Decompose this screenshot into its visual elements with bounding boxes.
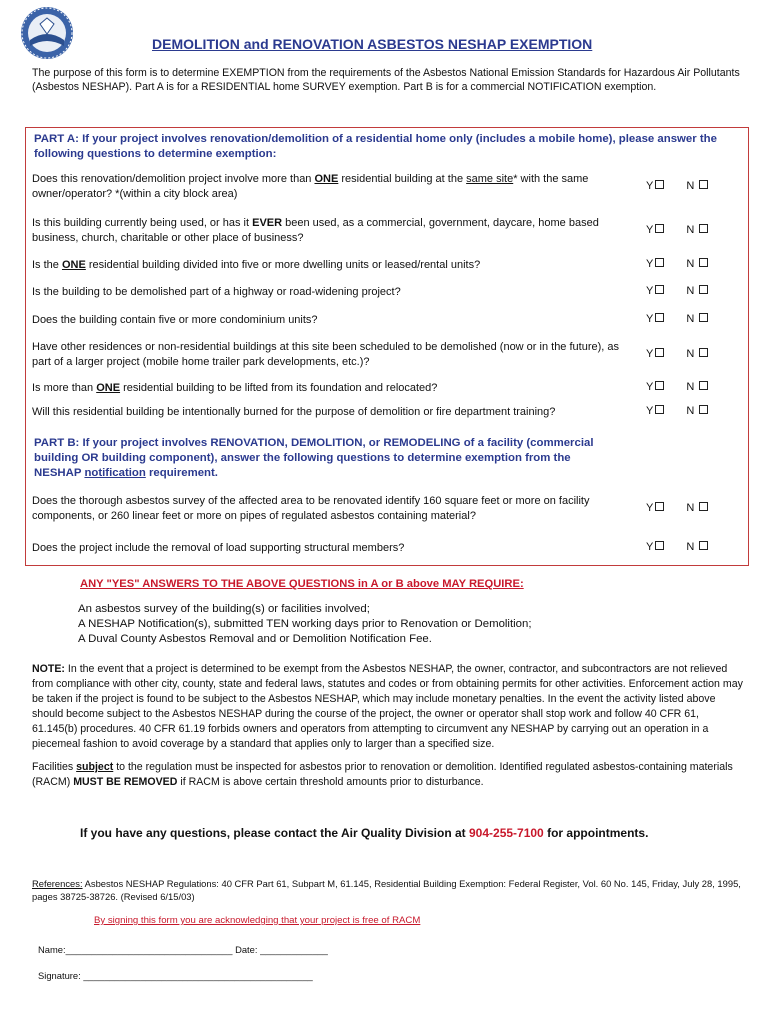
requirements-list bbox=[78, 602, 532, 647]
yes-no-options bbox=[646, 405, 736, 417]
question-text: Does this renovation/demolition project involve more than ONE residential building at the same site* with the same owner/operator? *(within a city block area) bbox=[32, 173, 589, 200]
question-text: Have other residences or non-residential buildings at this site been scheduled to be demolished (now or in the future), as part of a larger project (mobile home trailer park developments, etc.)? bbox=[32, 341, 620, 368]
form-title: DEMOLITION and RENOVATION ASBESTOS NESHAP EXEMPTION bbox=[152, 36, 593, 52]
phone-number[interactable]: 904-255-7100 bbox=[469, 826, 544, 840]
question-text: Is this building currently being used, or has it EVER been used, as a commercial, government, daycare, home based business, church, charitable or other place of business? bbox=[32, 217, 599, 244]
question-text: Does the project include the removal of load supporting structural members? bbox=[32, 542, 405, 554]
question-text: Does the building contain five or more condominium units? bbox=[32, 314, 318, 326]
yes-checkbox[interactable]: Y bbox=[646, 348, 664, 360]
yes-checkbox[interactable]: Y bbox=[646, 541, 664, 553]
yes-checkbox[interactable]: Y bbox=[646, 381, 664, 393]
references: References: Asbestos NESHAP Regulations: 40 CFR Part 61, Subpart M, 61.145, Residential Building Exemption: Federal Register, Vol. 60 No. 145, Friday, July 28, 1995, pages 38725-38726. (Revised 6/15/03) bbox=[32, 878, 741, 902]
no-checkbox[interactable]: N bbox=[686, 313, 708, 325]
intro-paragraph: The purpose of this form is to determine EXEMPTION from the requirements of the Asbestos National Emission Standards for Hazardous Air Pollutants (Asbestos NESHAP). Part A is for a RESIDENTIAL home SURVEY exemption. Part B is for a commercial NOTIFICATION exemption. bbox=[32, 67, 740, 93]
yes-checkbox[interactable]: Y bbox=[646, 405, 664, 417]
part-a-heading: PART A: If your project involves renovation/demolition of a residential home only (includes a mobile home), please answer the following questions to determine exemption: bbox=[34, 133, 717, 160]
contact-line: If you have any questions, please contact the Air Quality Division at 904-255-7100 for appointments. bbox=[80, 826, 649, 840]
no-checkbox[interactable]: N bbox=[686, 381, 708, 393]
yes-no-options bbox=[646, 224, 736, 236]
no-checkbox[interactable]: N bbox=[686, 180, 708, 192]
list-item: A NESHAP Notification(s), submitted TEN working days prior to Renovation or Demolition; bbox=[78, 618, 532, 630]
yes-checkbox[interactable]: Y bbox=[646, 502, 664, 514]
yes-no-options bbox=[646, 502, 736, 514]
yes-no-options bbox=[646, 381, 736, 393]
part-b-heading: PART B: If your project involves RENOVATION, DEMOLITION, or REMODELING of a facility (commercial building OR building component), answer the following questions to determine exemption from the NESHAP notification requirement. bbox=[34, 437, 594, 479]
no-checkbox[interactable]: N bbox=[686, 502, 708, 514]
yes-no-options bbox=[646, 313, 736, 325]
yes-checkbox[interactable]: Y bbox=[646, 313, 664, 325]
question-text: Is the building to be demolished part of a highway or road-widening project? bbox=[32, 286, 401, 298]
yes-checkbox[interactable]: Y bbox=[646, 224, 664, 236]
facilities-paragraph: Facilities subject to the regulation must be inspected for asbestos prior to renovation or demolition. Identified regulated asbestos-containing materials (RACM) MUST BE REMOVED if RACM is above certain threshold amounts prior to disturbance. bbox=[32, 761, 733, 788]
yes-no-options bbox=[646, 258, 736, 270]
requirements-heading: ANY "YES" ANSWERS TO THE ABOVE QUESTIONS in A or B above MAY REQUIRE: bbox=[80, 578, 524, 590]
question-text: Will this residential building be intentionally burned for the purpose of demolition or fire department training? bbox=[32, 406, 556, 418]
yes-no-options bbox=[646, 541, 736, 553]
question-text: Does the thorough asbestos survey of the affected area to be renovated identify 160 square feet or more on facility components, or 260 linear feet or more on pipes of regulated asbestos containing material? bbox=[32, 495, 590, 522]
note-paragraph: NOTE: In the event that a project is determined to be exempt from the Asbestos NESHAP, the owner, contractor, and subcontractors are not relieved from compliance with other city, county, state and federal laws, statutes and codes or from obtaining permits for other activities. Enforcement action may be taken if the project is found to be subject to the Asbestos NESHAP, which may include monetary penalties. In the event the activity listed above should become subject to the Asbestos NESHAP during the course of the project, the owner or operator shall stop work and follow 40 CFR 61, 61.145(b) procedures. 40 CFR 61.19 forbids owners and operators from attempting to circumvent any NESHAP by carrying out an operation in a piecemeal fashion to avoid coverage by a standard that applies only to larger than a specified size. bbox=[32, 663, 743, 750]
signing-acknowledgement: By signing this form you are acknowledging that your project is free of RACM bbox=[94, 915, 421, 926]
yes-no-options bbox=[646, 180, 736, 192]
no-checkbox[interactable]: N bbox=[686, 348, 708, 360]
no-checkbox[interactable]: N bbox=[686, 541, 708, 553]
signature-field[interactable]: Signature: ____________________________________________ bbox=[38, 970, 313, 981]
name-date-field[interactable]: Name:________________________________ Date: _____________ bbox=[38, 944, 328, 955]
question-text: Is the ONE residential building divided into five or more dwelling units or leased/rental units? bbox=[32, 259, 481, 271]
no-checkbox[interactable]: N bbox=[686, 224, 708, 236]
question-text: Is more than ONE residential building to be lifted from its foundation and relocated? bbox=[32, 382, 438, 394]
yes-checkbox[interactable]: Y bbox=[646, 258, 664, 270]
questions-box bbox=[25, 127, 749, 566]
yes-checkbox[interactable]: Y bbox=[646, 285, 664, 297]
yes-no-options bbox=[646, 348, 736, 360]
yes-no-options bbox=[646, 285, 736, 297]
yes-checkbox[interactable]: Y bbox=[646, 180, 664, 192]
list-item: A Duval County Asbestos Removal and or Demolition Notification Fee. bbox=[78, 633, 432, 645]
no-checkbox[interactable]: N bbox=[686, 405, 708, 417]
county-seal-logo bbox=[20, 6, 74, 60]
list-item: An asbestos survey of the building(s) or facilities involved; bbox=[78, 603, 370, 615]
no-checkbox[interactable]: N bbox=[686, 285, 708, 297]
no-checkbox[interactable]: N bbox=[686, 258, 708, 270]
